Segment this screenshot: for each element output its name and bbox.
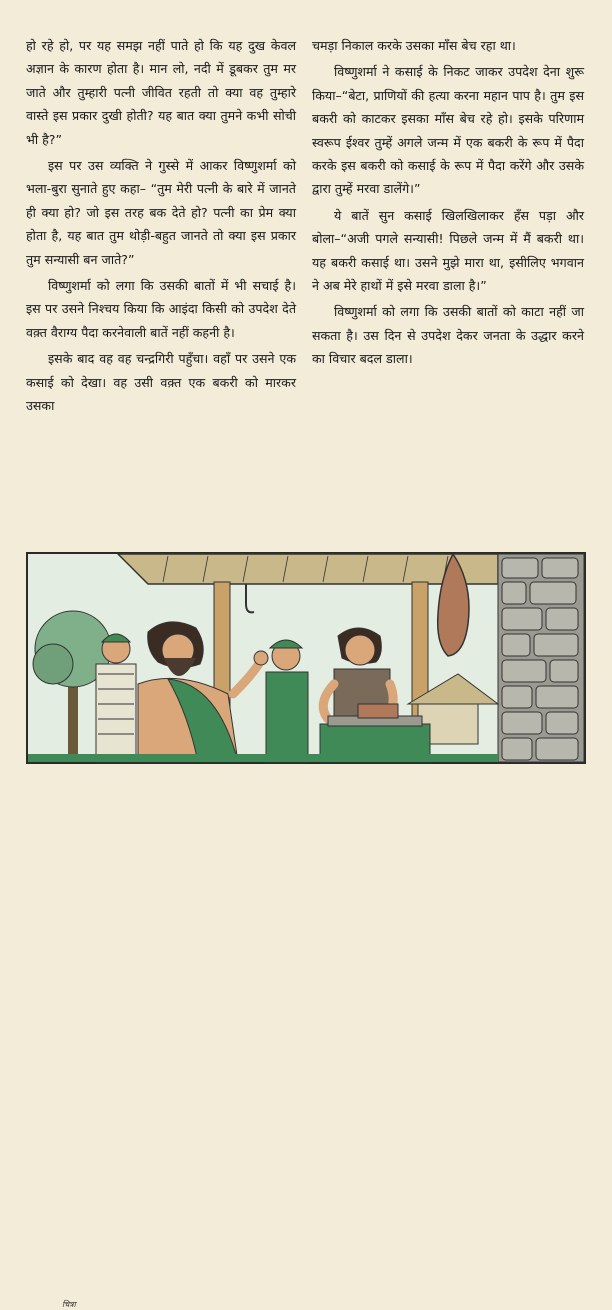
- right-paragraph-3: ये बातें सुन कसाई खिलखिलाकर हँस पड़ा और बोला–“अजी पगले सन्यासी! पिछले जन्म में मैं बकरी था। यह बकरी कसाई था। उसने मुझे मारा था, इसीलिए भगवान ने अब मेरे हाथों में इसे मरवा डाला है।”: [312, 207, 584, 294]
- left-paragraph-4: इसके बाद वह वह चन्द्रगिरी पहुँचा। वहाँ पर उसने एक कसाई को देखा। वह उसी वक़्त एक बकरी को मारकर उसका: [26, 351, 296, 414]
- right-column: [312, 34, 584, 374]
- right-paragraph-2: विष्णुशर्मा ने कसाई के निकट जाकर उपदेश देना शुरू किया–“बेटा, प्राणियों की हत्या करना महान पाप है। तुम इस बकरी को काटकर इसका माँस बेच रहे हो। इसके परिणाम स्वरूप ईश्वर तुम्हें अगले जन्म में एक बकरी के रूप में पैदा करके इस बकरी को कसाई के रूप में पैदा करेंगे और उसके द्वारा तुम्हें मरवा डालेंगे।”: [312, 64, 584, 197]
- left-paragraph-3: विष्णुशर्मा को लगा कि उसकी बातों में भी सचाई है। इस पर उसने निश्चय किया कि आइंदा किसी को उपदेश देते वक़्त वैराग्य पैदा करनेवाली बातें नहीं कहनी है।: [26, 278, 296, 340]
- roof: [118, 554, 498, 584]
- left-column: [26, 34, 296, 421]
- butcher-shop-illustration: [26, 552, 586, 1309]
- right-paragraph-1: चमड़ा निकाल करके उसका माँस बेच रहा था।: [312, 38, 516, 53]
- stone-wall: [498, 554, 584, 762]
- left-paragraph-2: इस पर उस व्यक्ति ने गुस्से में आकर विष्णुशर्मा को भला-बुरा सुनाते हुए कहा– “तुम मेरी पत्नी के बारे में जानते ही क्या हो? जो इस तरह बक देते हो? पत्नी का प्रेम क्या होता है, यह बात तुम थोड़ी-बहुत जानते तो क्या इस प्रकार तुम सन्यासी बन जाते?”: [26, 158, 296, 267]
- artist-signature: चित्रा: [62, 1300, 76, 1309]
- left-paragraph-1: हो रहे हो, पर यह समझ नहीं पाते हो कि यह दुख केवल अज्ञान के कारण होता है। मान लो, नदी में डूबकर तुम मर जाते और तुम्हारी पत्नी जीवित रहती तो क्या वह तुम्हारे वास्ते इस प्रकार दुखी होती? यह बात क्या तुमने कभी सोची भी है?”: [26, 38, 296, 147]
- illustration-svg: [28, 554, 584, 762]
- right-paragraph-4: विष्णुशर्मा को लगा कि उसकी बातों को काटा नहीं जा सकता है। उस दिन से उपदेश देकर जनता के उद्धार करने का विचार बदल डाला।: [312, 304, 584, 367]
